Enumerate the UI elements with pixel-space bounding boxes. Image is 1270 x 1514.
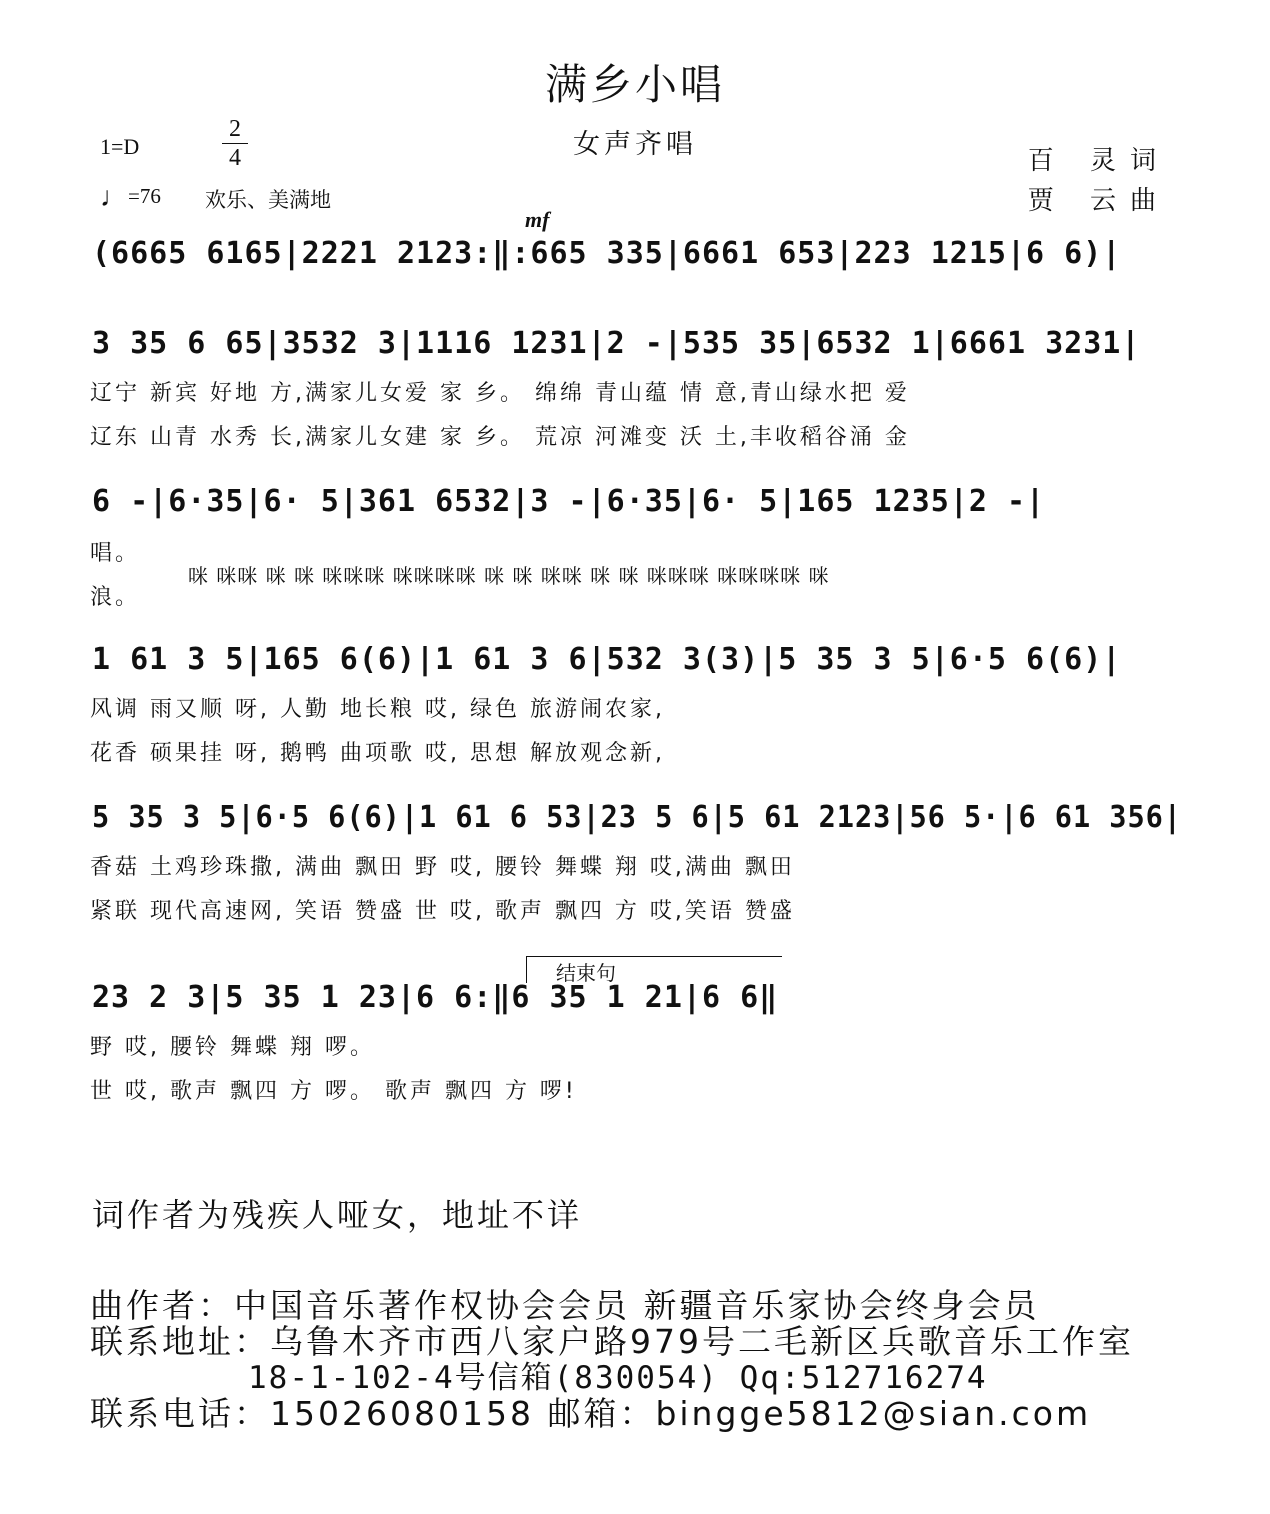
lyricist-credit: 百 灵词 xyxy=(1027,146,1170,176)
notes-line-4: 1 61 3 5|165 6(6)|1 61 3 6|532 3(3)|5 35 3 5|6·5 6(6)| xyxy=(92,642,1122,677)
tempo-value: =76 xyxy=(128,184,161,208)
lyric-line-3-verse-1: 唱。 xyxy=(90,541,141,566)
contact-info: 联系电话：15026080158 邮箱：bingge5812@sian.com xyxy=(90,1394,1092,1433)
notes-line-2: 3 35 6 65|3532 3|1116 1231|2 -|535 35|6532 1|6661 3231| xyxy=(92,326,1141,361)
notes-line-6: 23 2 3|5 35 1 23|6 6:‖6 35 1 21|6 6‖ xyxy=(92,980,779,1015)
score-line-4 xyxy=(92,640,1182,680)
lyric-line-4-verse-2: 花香 硕果挂 呀, 鹅鸭 曲项歌 哎, 思想 解放观念新, xyxy=(90,741,665,766)
lyric-line-3-verse-2: 浪。 xyxy=(90,585,141,610)
performance-subtitle: 女声齐唱 xyxy=(573,129,697,160)
notes-line-1: (6665 6165|2221 2123:‖:665 335|6661 653|223 1215|6 6)| xyxy=(92,236,1122,271)
lyric-line-2-verse-1: 辽宁 新宾 好地 方,满家儿女爱 家 乡。 绵绵 青山蕴 情 意,青山绿水把 爱 xyxy=(90,381,910,406)
composer-credit: 贾 云曲 xyxy=(1027,186,1170,216)
score-line-6 xyxy=(92,978,852,1018)
composer-info: 曲作者：中国音乐著作权协会会员 新疆音乐家协会终身会员 xyxy=(90,1286,1040,1325)
lyric-line-5-verse-2: 紧联 现代高速网, 笑语 赞盛 世 哎, 歌声 飘四 方 哎,笑语 赞盛 xyxy=(90,899,795,924)
lyric-line-6-verse-1: 野 哎, 腰铃 舞蝶 翔 啰。 xyxy=(90,1035,375,1060)
time-signature-top: 2 xyxy=(229,116,241,142)
lyric-line-4-verse-1: 风调 雨又顺 呀, 人勤 地长粮 哎, 绿色 旅游闹农家, xyxy=(90,697,665,722)
notes-line-3: 6 -|6·35|6· 5|361 6532|3 -|6·35|6· 5|165 1235|2 -| xyxy=(92,484,1046,519)
lyric-line-5-verse-1: 香菇 土鸡珍珠撒, 满曲 飘田 野 哎, 腰铃 舞蝶 翔 哎,满曲 飘田 xyxy=(90,855,795,880)
coda-label: 结束句 xyxy=(556,961,616,985)
postbox-info: 18-1-102-4号信箱(830054) Qq:512716274 xyxy=(248,1360,988,1396)
lyric-line-6-verse-2: 世 哎, 歌声 飘四 方 啰。 歌声 飘四 方 啰! xyxy=(90,1079,577,1104)
score-line-5 xyxy=(92,798,1182,838)
address-info: 联系地址：乌鲁木齐市西八家户路979号二毛新区兵歌音乐工作室 xyxy=(90,1322,1134,1361)
expression-mark: 欢乐、美满地 xyxy=(205,188,331,212)
quarter-note-icon: ♩ xyxy=(100,182,128,213)
tempo-mark xyxy=(100,182,161,214)
score-line-1 xyxy=(92,234,1182,274)
notes-line-5: 5 35 3 5|6·5 6(6)|1 61 6 53|23 5 6|5 61 2123|56 5·|6 61 356| xyxy=(92,800,1182,835)
key-signature: 1=D xyxy=(100,134,140,159)
lyricist-note: 词作者为残疾人哑女，地址不详 xyxy=(92,1196,583,1234)
page-title: 满乡小唱 xyxy=(544,60,725,109)
time-signature-bottom: 4 xyxy=(229,145,241,171)
score-line-3 xyxy=(92,482,1182,522)
lyric-line-3-vocalise: 咪 咪咪 咪 咪 咪咪咪 咪咪咪咪 咪 咪 咪咪 咪 咪 咪咪咪 咪咪咪咪 咪 xyxy=(188,564,830,588)
score-line-2 xyxy=(92,324,1182,364)
dynamic-mark: mf xyxy=(525,207,550,232)
lyric-line-2-verse-2: 辽东 山青 水秀 长,满家儿女建 家 乡。 荒凉 河滩变 沃 土,丰收稻谷涌 金 xyxy=(90,425,910,450)
time-signature xyxy=(222,116,248,171)
